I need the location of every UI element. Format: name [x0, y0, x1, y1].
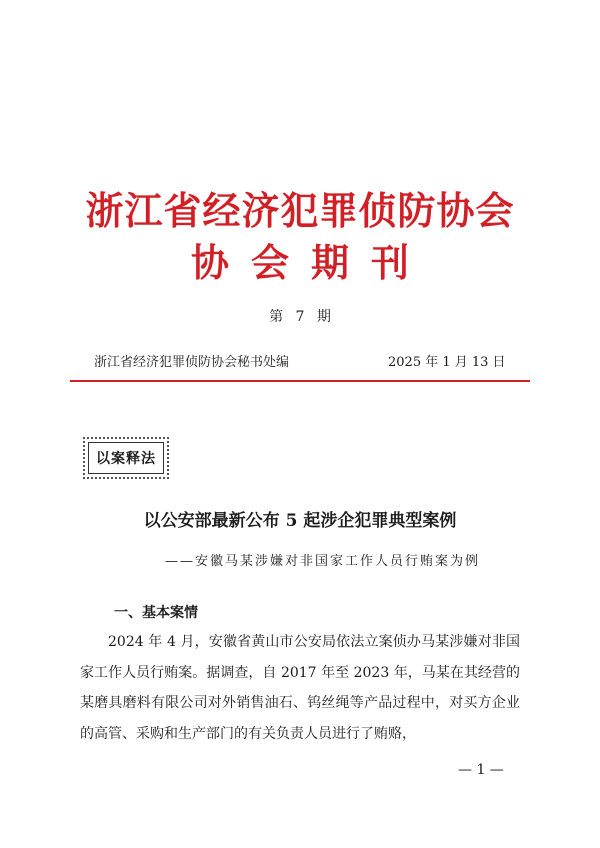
section-heading: 一、基本案情	[114, 605, 198, 621]
article-subtitle: ——安徽马某涉嫌对非国家工作人员行贿案为例	[165, 554, 481, 569]
red-divider	[70, 380, 530, 382]
column-tag-badge	[83, 437, 169, 479]
body-paragraph: 2024 年 4 月，安徽省黄山市公安局依法立案侦办马某涉嫌对非国家工作人员行贿案。据调查，自 2017 年至 2023 年，马某在其经营的某磨具磨料有限公司对外销售油石、钨丝绳等产品过程中，对买方企业的高管、采购和生产部门的有关负责人员进行了贿赂，	[80, 634, 520, 742]
journal-subtitle: 协会期刊	[190, 240, 431, 285]
article-title: 以公安部最新公布 5 起涉企犯罪典型案例	[143, 511, 457, 531]
column-tag-label: 以案释法	[88, 442, 164, 474]
publication-date: 2025 年 1 月 13 日	[388, 355, 506, 370]
journal-title: 浙江省经济犯罪侦防协会	[85, 188, 515, 233]
issue-number: 第 7 期	[269, 309, 335, 325]
page-number: — 1 —	[458, 762, 504, 778]
publisher-line: 浙江省经济犯罪侦防协会秘书处编	[94, 355, 290, 370]
